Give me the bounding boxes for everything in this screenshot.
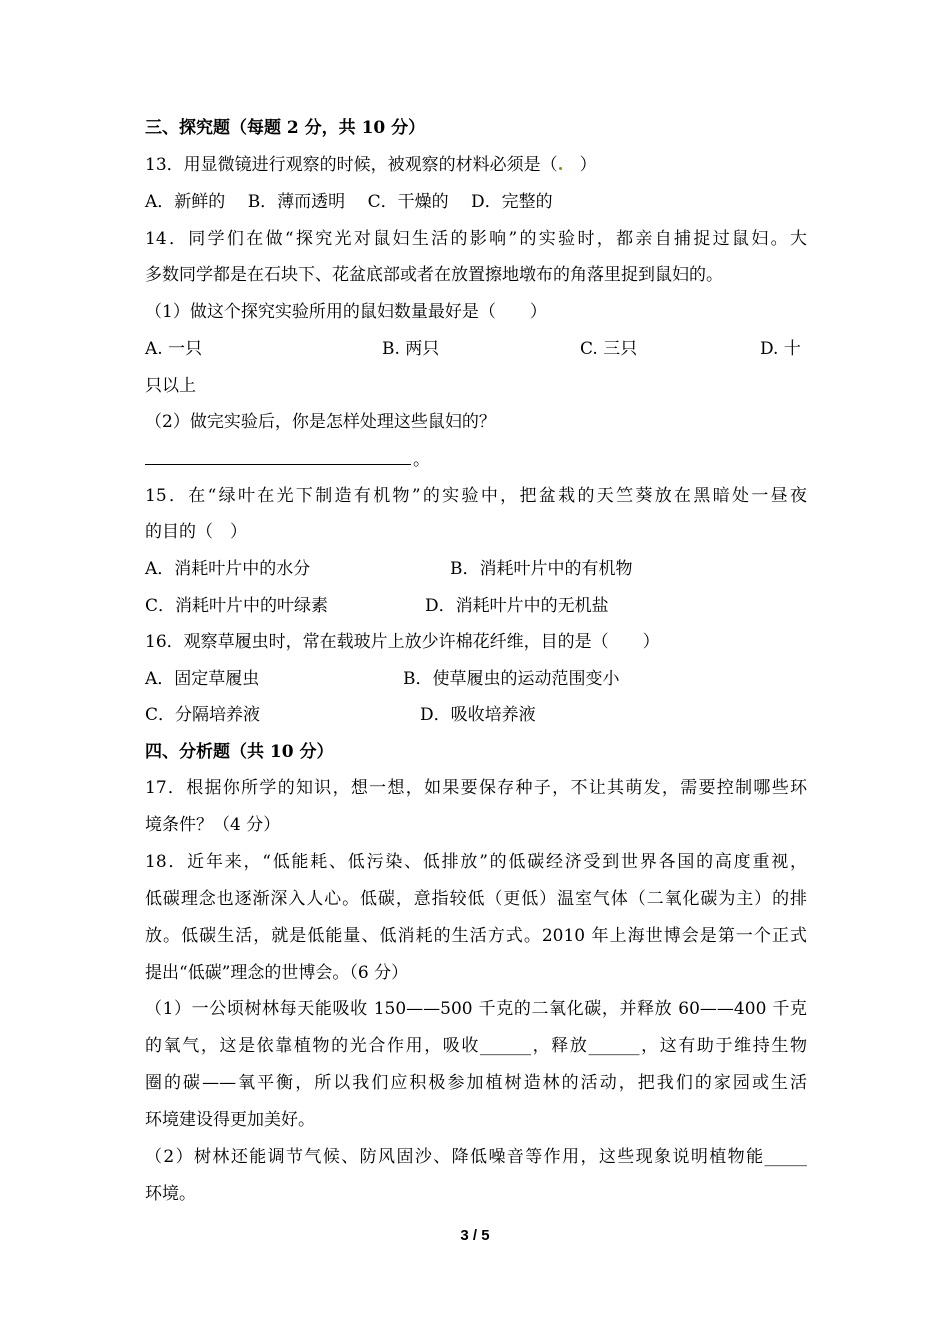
q13-option-b: B．薄而透明 <box>247 192 346 212</box>
q18-sub2-line-2: 环境。 <box>145 1184 196 1204</box>
q16-option-c: C．分隔培养液 <box>145 705 261 725</box>
q15-option-c: C．消耗叶片中的叶绿素 <box>145 596 329 616</box>
q18-line-3: 放。低碳生活，就是低能量、低消耗的生活方式。2010 年上海世博会是第一个正式 <box>145 926 807 946</box>
q14-line-1: 14．同学们在做“探究光对鼠妇生活的影响”的实验时，都亲自捕捉过鼠妇。大 <box>145 229 807 249</box>
q13-option-c: C．干燥的 <box>367 192 449 212</box>
q15-option-b: B．消耗叶片中的有机物 <box>450 559 633 579</box>
q13-options <box>145 191 553 213</box>
section-3-title: 三、探究题（每题 2 分，共 10 分） <box>145 118 426 138</box>
q14-answer-end: 。 <box>413 450 430 470</box>
q15-option-a: A．消耗叶片中的水分 <box>145 559 311 579</box>
q18-sub1-line-3: 圈的碳——氧平衡，所以我们应积极参加植树造林的活动，把我们的家园或生活 <box>145 1073 807 1093</box>
section-4-title: 四、分析题（共 10 分） <box>145 742 334 762</box>
q14-option-d: D. 十 <box>760 339 801 359</box>
page-number: 3 / 5 <box>460 1227 490 1244</box>
q16-stem: 16．观察草履虫时，常在载玻片上放少许棉花纤维，目的是（ ） <box>145 632 660 652</box>
q14-answer-blank <box>145 464 411 465</box>
q15-line-1: 15．在“绿叶在光下制造有机物”的实验中，把盆栽的天竺葵放在黑暗处一昼夜 <box>145 486 807 506</box>
mark-dot <box>559 167 562 170</box>
q17-line-2: 境条件？（4 分） <box>145 815 281 835</box>
q18-sub1-line-1: （1）一公顷树林每天能吸收 150——500 千克的二氧化碳，并释放 60——400 千克 <box>145 999 807 1019</box>
q14-option-b: B. 两只 <box>382 339 440 359</box>
q16-option-b: B．使草履虫的运动范围变小 <box>403 669 620 689</box>
q15-option-d: D．消耗叶片中的无机盐 <box>425 596 609 616</box>
q14-options <box>145 338 807 360</box>
q13-stem-text: 13．用显微镜进行观察的时候，被观察的材料必须是（ <box>145 155 558 175</box>
q13-stem <box>145 154 597 176</box>
q15-line-2: 的目的（ ） <box>145 522 247 542</box>
q16-options-row-1 <box>145 668 807 690</box>
q16-options-row-2 <box>145 704 807 726</box>
q14-option-a: A. 一只 <box>145 339 203 359</box>
q17-line-1: 17．根据你所学的知识，想一想，如果要保存种子，不让其萌发，需要控制哪些环 <box>145 778 807 798</box>
q18-sub1-line-4: 环境建设得更加美好。 <box>145 1110 315 1130</box>
q18-sub1-line-2: 的氧气，这是依靠植物的光合作用，吸收______，释放______，这有助于维持生物 <box>145 1036 807 1056</box>
q18-line-1: 18．近年来，“低能耗、低污染、低排放”的低碳经济受到世界各国的高度重视， <box>145 852 807 872</box>
q13-option-d: D．完整的 <box>471 192 553 212</box>
q18-line-2: 低碳理念也逐渐深入人心。低碳，意指较低（更低）温室气体（二氧化碳为主）的排 <box>145 889 807 909</box>
q15-options-row-2 <box>145 595 807 617</box>
q14-option-c: C. 三只 <box>580 339 638 359</box>
q15-options-row-1 <box>145 558 807 580</box>
q16-option-a: A．固定草履虫 <box>145 669 260 689</box>
q14-option-d-cont: 只以上 <box>145 376 196 396</box>
q14-line-2: 多数同学都是在石块下、花盆底部或者在放置擦地墩布的角落里捉到鼠妇的。 <box>145 265 723 285</box>
q13-stem-end: ） <box>579 155 597 175</box>
q18-line-4: 提出“低碳”理念的世博会。（6 分） <box>145 963 409 983</box>
q18-sub2-line-1: （2）树林还能调节气候、防风固沙、降低噪音等作用，这些现象说明植物能_____ <box>145 1147 807 1167</box>
q14-sub-2: （2）做完实验后，你是怎样处理这些鼠妇的？ <box>145 412 496 432</box>
q14-sub-1: （1）做这个探究实验所用的鼠妇数量最好是（ ） <box>145 302 547 322</box>
q13-option-a: A．新鲜的 <box>145 192 226 212</box>
q16-option-d: D．吸收培养液 <box>420 705 536 725</box>
